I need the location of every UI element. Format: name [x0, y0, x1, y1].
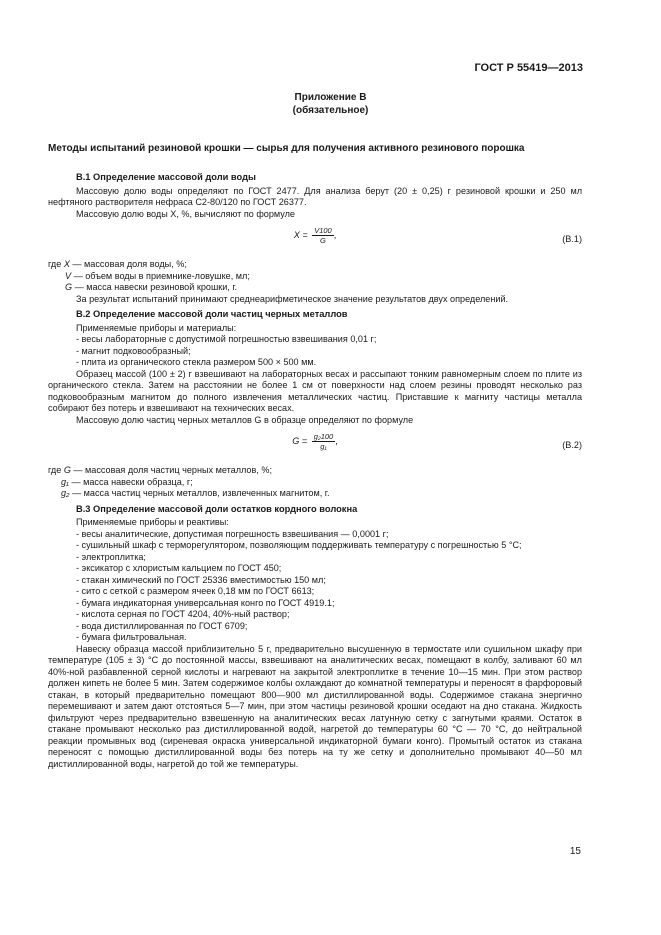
- where-b1-text-1: — массовая доля воды, %;: [72, 259, 187, 269]
- section-b3-item-9: - вода дистиллированная по ГОСТ 6709;: [76, 620, 248, 631]
- where-b2-symbol-2: g₁: [61, 476, 69, 487]
- where-b2-text-1: — массовая доля частиц черных металлов, %;: [73, 465, 272, 475]
- where-b1-word: где: [48, 259, 62, 269]
- formula-b1-denominator: G: [320, 236, 326, 245]
- where-b1-text-2: — объем воды в приемнике-ловушке, мл;: [73, 270, 250, 281]
- formula-b1-tail: ,: [333, 229, 337, 240]
- section-b3-item-8: - кислота серная по ГОСТ 4204, 40%-ный раствор;: [76, 609, 290, 619]
- where-b2-symbol-1: G: [63, 465, 71, 475]
- section-b3-item-4: - эксикатор с хлористым кальцием по ГОСТ 450;: [76, 563, 282, 573]
- section-b3-item-1: - весы аналитические, допустимая погрешность взвешивания — 0,0001 г;: [76, 528, 389, 539]
- formula-b1-expression: [48, 226, 582, 245]
- where-b1-row-2: [65, 271, 582, 283]
- section-b3-item-10: - бумага фильтровальная.: [76, 632, 187, 642]
- formula-b1-numerator: V100: [314, 226, 332, 235]
- formula-b2-fraction: [312, 432, 336, 451]
- formula-b1: [48, 226, 582, 256]
- annex-status: (обязательное): [292, 105, 369, 116]
- where-b2-row-3: [61, 488, 582, 500]
- section-b2-paragraph-1: Образец массой (100 ± 2) г взвешивают на лабораторных весах и рассыпают тонким равномерным слоем по плите из органического стекла. Затем на расстоянии не более 1 см от поверхности над слоем резины проводят несколько раз подковообразным магнитом до полного извлечения металлических частиц. Приставшие к магниту частицы металла собирают без потерь и взвешивают на технических весах.: [48, 368, 582, 413]
- where-b2-text-2: — масса навески образца, г;: [71, 476, 193, 487]
- section-b1-heading: В.1 Определение массовой доли воды: [76, 172, 256, 182]
- section-b1-paragraph-1: Массовую долю воды определяют по ГОСТ 2477. Для анализа берут (20 ± 0,25) г резиновой крошки и 250 мл нефтяного растворителя нефраса С2-80/120 по ГОСТ 26377.: [48, 185, 582, 207]
- formula-b2-number: (В.2): [562, 440, 582, 450]
- section-b3-item-7: - бумага индикаторная универсальная конго по ГОСТ 4919.1;: [76, 597, 335, 608]
- section-b3-heading: В.3 Определение массовой доли остатков кордного волокна: [76, 503, 358, 514]
- formula-b2-numerator: g₂100: [313, 432, 334, 441]
- where-b1-symbol-3: G: [65, 282, 73, 292]
- where-b1-text-3: — масса навески резиновой крошки, г.: [74, 282, 238, 292]
- where-b1-symbol-2: V: [65, 270, 72, 281]
- where-b2-text-3: — масса частиц черных металлов, извлеченных магнитом, г.: [72, 488, 330, 498]
- section-b3-item-2: - сушильный шкаф с терморегулятором, позволяющим поддерживать температуру с погрешностью 5 °С;: [76, 540, 522, 550]
- where-b1-symbol-1: X: [63, 259, 70, 269]
- formula-b2: [48, 432, 582, 462]
- section-b2-item-1: - весы лабораторные с допустимой погрешностью взвешивания 0,01 г;: [76, 334, 377, 344]
- formula-b1-fraction: [312, 226, 334, 245]
- where-b1-row-3: [65, 282, 582, 294]
- section-b2-intro: Применяемые приборы и материалы:: [76, 322, 237, 333]
- section-b1-paragraph-2: Массовую долю воды X, %, вычисляют по формуле: [76, 208, 295, 219]
- where-b2-row-2: [61, 477, 582, 489]
- section-b3-item-6: - сито с сеткой с размером ячеек 0,18 мм по ГОСТ 6613;: [76, 586, 315, 596]
- section-b3-item-5: - стакан химический по ГОСТ 25336 вместимостью 150 мл;: [76, 574, 326, 585]
- section-b3-item-3: - электроплитка;: [76, 551, 146, 562]
- section-b3-paragraph-1: Навеску образца массой приблизительно 5 г, предварительно высушенную в термостате или сушильном шкафу при температуре (105 ± 3) °С до постоянной массы, взвешивают на аналитических весах, помещают в колбу, заливают 60 мл 40%-ной разбавленной серной кислоты и нагревают на закрытой электроплитке в течение 10—15 мин. При этом раствор должен кипеть не более 5 мин. Затем содержимое колбы охлаждают до комнатной температуры и переносят в фарфоровый стакан, в который предварительно помещают 800—900 мл дистиллированной воды. Содержимое стакана энергично перемешивают и затем дают отстояться 5—7 мин, при этом частицы резиновой крошки оседают на дно стакана. Жидкость фильтруют через предварительно взвешенную на аналитических весах латунную сетку с загнутыми краями. Остаток в стакане промывают несколько раз дистиллированной водой, нагретой до температуры 60 °С — 70 °С, до нейтральной реакции промывных вод (сиреневая окраска универсальной индикаторной бумаги конго). Промытый остаток из стакана переносят с помощью дистиллированной воды без потерь на ту же сетку и дополнительно промывают 40—50 мл дистиллированной воды, нагретой до той же температуры.: [48, 643, 582, 769]
- page-number: 15: [569, 846, 581, 857]
- section-b2-item-3: - плита из органического стекла размером 500 × 500 мм.: [76, 357, 317, 367]
- section-b2-item-2: - магнит подковообразный;: [76, 345, 191, 356]
- formula-b2-tail: ,: [335, 435, 338, 446]
- formula-b2-lhs: G =: [292, 435, 308, 446]
- where-b2-row-1: [48, 465, 582, 477]
- formula-b2-expression: [48, 432, 582, 451]
- where-b2-symbol-3: g₂: [61, 488, 70, 498]
- annex-heading: [0, 91, 661, 117]
- section-b3-intro: Применяемые приборы и реактивы:: [76, 517, 229, 527]
- formula-b1-number: (В.1): [562, 234, 582, 244]
- section-b2-paragraph-2: Массовую долю частиц черных металлов G в образце определяют по формуле: [76, 414, 414, 425]
- formula-b2-denominator: g₁: [320, 442, 327, 451]
- section-b2-heading: В.2 Определение массовой доли частиц черных металлов: [76, 309, 348, 319]
- document-body: [48, 168, 582, 770]
- where-b2-word: где: [48, 465, 62, 475]
- where-b1-row-1: [48, 259, 582, 271]
- section-b1-paragraph-3: За результат испытаний принимают среднеарифметическое значение результатов двух определений.: [76, 293, 509, 304]
- annex-title: Приложение В: [294, 92, 367, 103]
- formula-b1-lhs: X =: [293, 229, 308, 240]
- standard-header: ГОСТ Р 55419—2013: [474, 62, 583, 74]
- main-title: Методы испытаний резиновой крошки — сырья для получения активного резинового порошка: [48, 143, 525, 154]
